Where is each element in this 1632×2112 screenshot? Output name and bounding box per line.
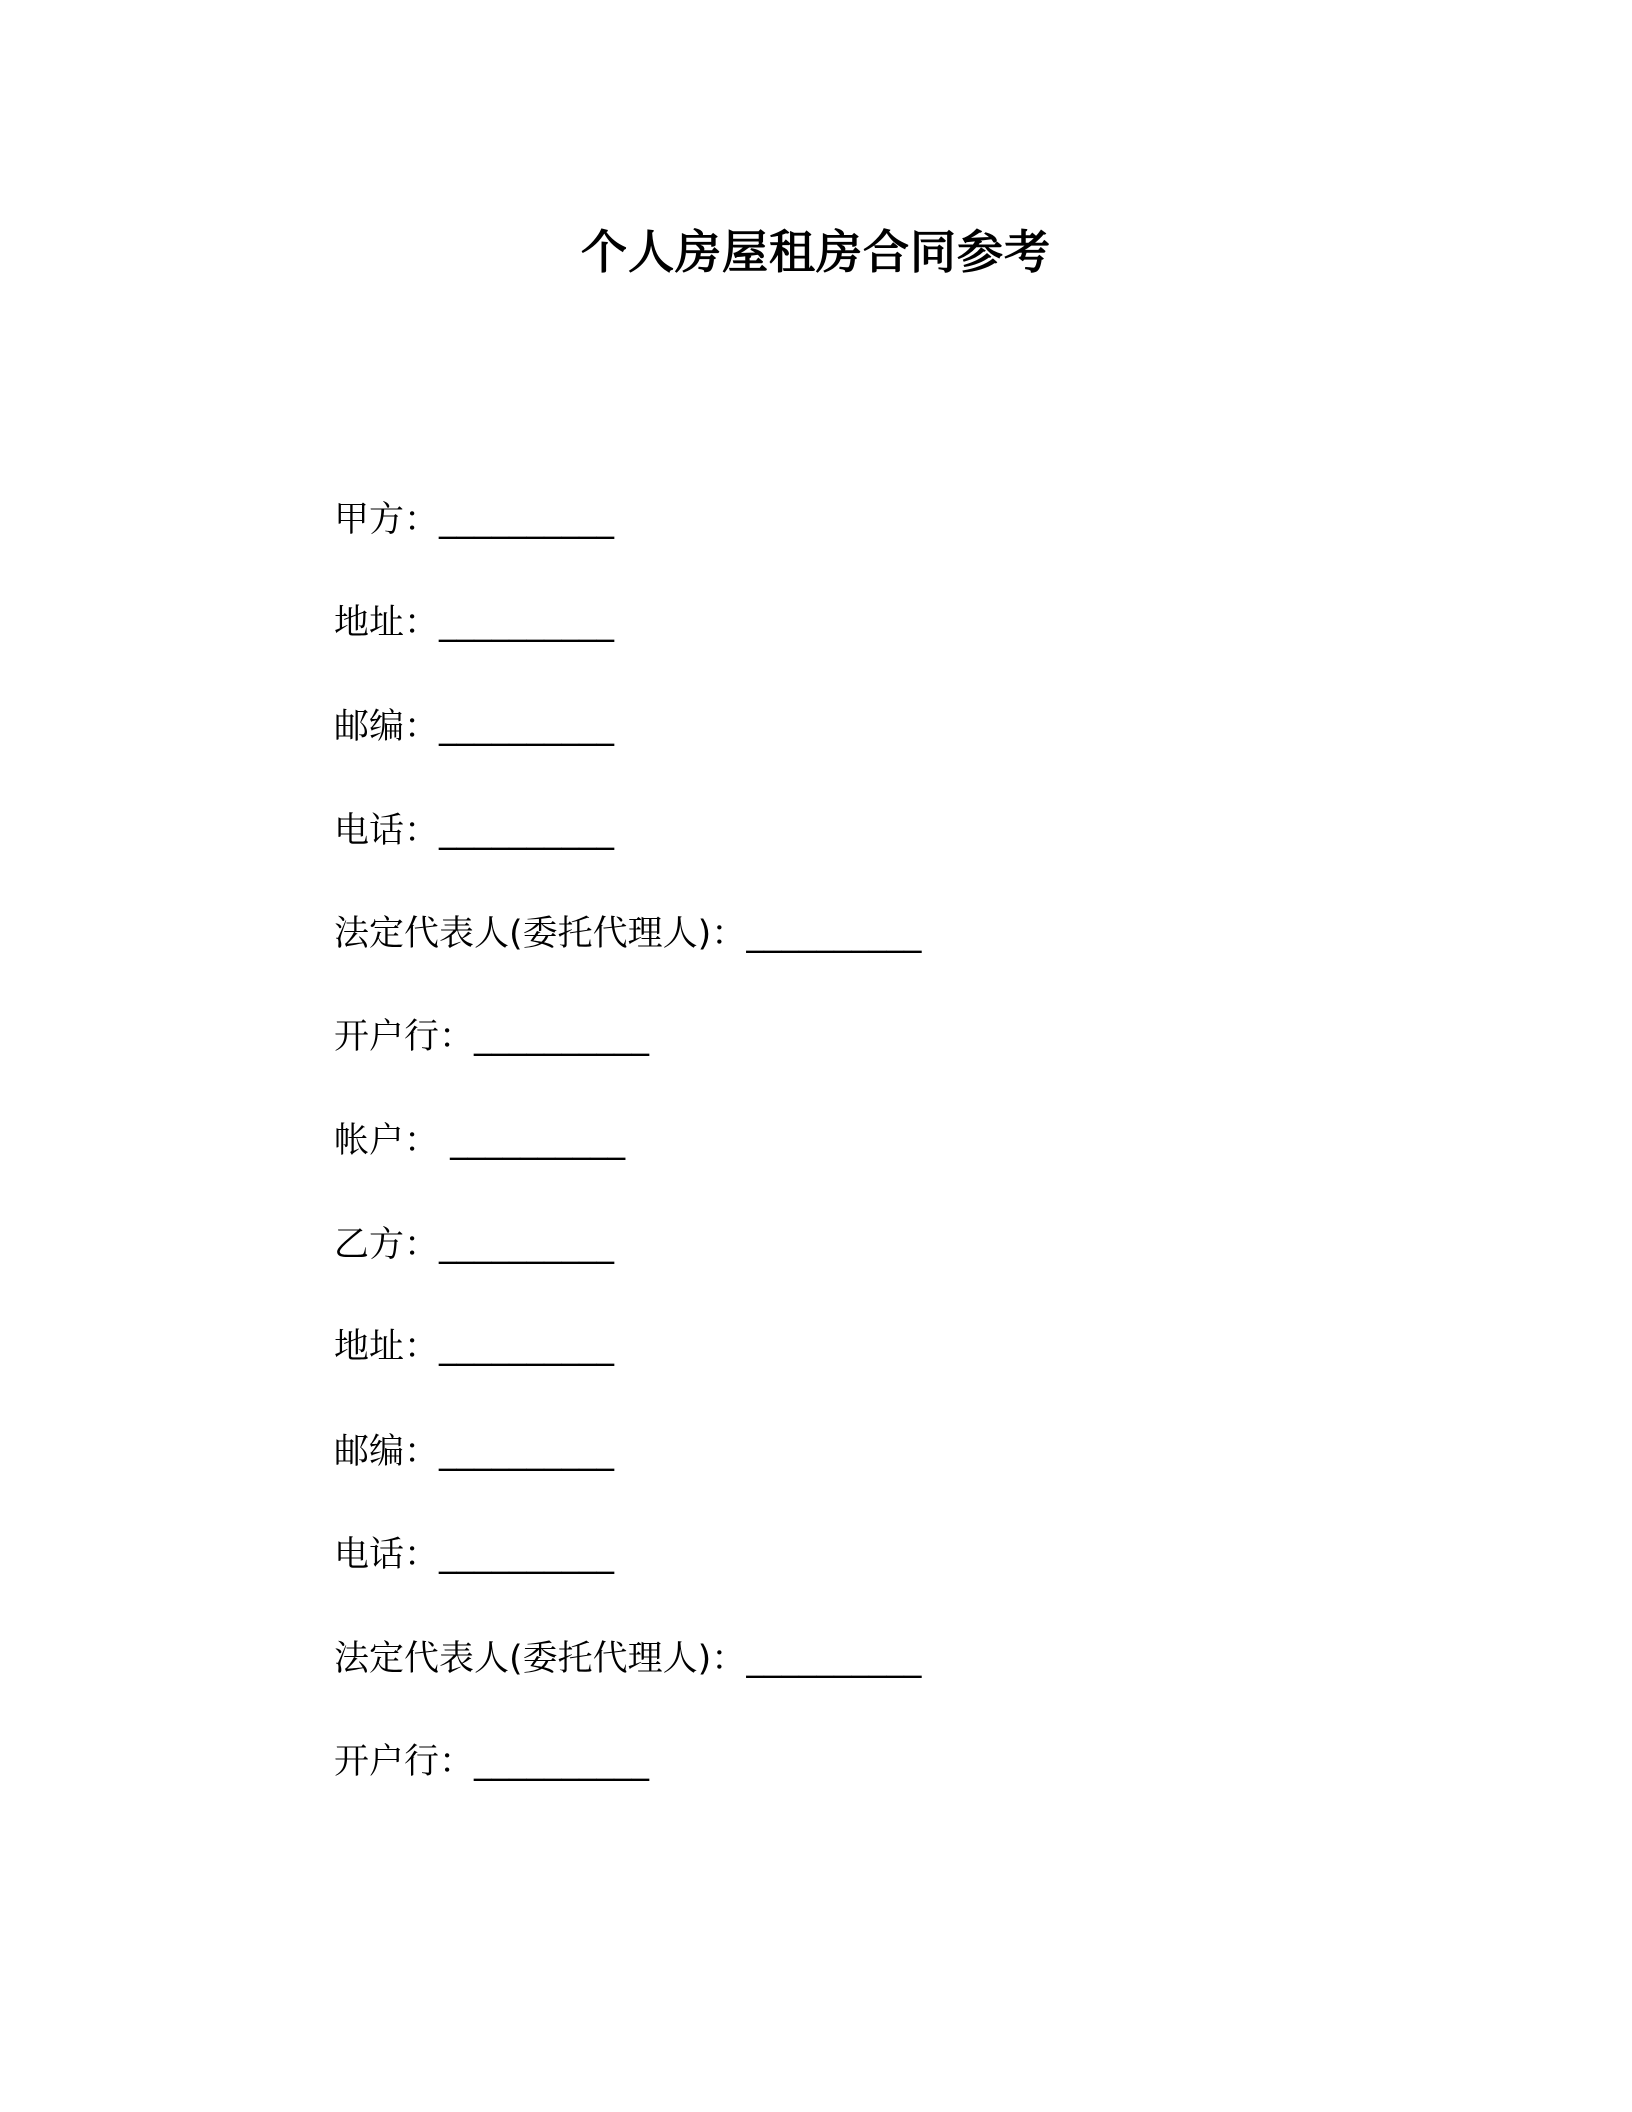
field-label: 甲方： (334, 500, 440, 540)
party-b-postcode-field (334, 1427, 614, 1477)
field-blank: __________ (439, 1327, 615, 1367)
field-blank: __________ (439, 603, 615, 643)
field-blank: __________ (439, 500, 615, 540)
field-blank: __________ (439, 1225, 615, 1265)
field-blank: __________ (746, 1639, 922, 1679)
party-a-name-field (334, 495, 614, 545)
party-b-representative-field (334, 1634, 921, 1684)
party-a-account-field (334, 1116, 625, 1166)
party-b-bank-field (334, 1737, 649, 1787)
field-label: 帐户： (334, 1121, 451, 1161)
field-label: 开户行： (334, 1742, 475, 1782)
party-a-phone-field (334, 806, 614, 856)
party-fields (334, 0, 1434, 2112)
field-blank: __________ (439, 811, 615, 851)
field-blank: __________ (439, 1535, 615, 1575)
field-label: 邮编： (334, 1432, 440, 1472)
field-label: 地址： (334, 603, 440, 643)
document-title: 个人房屋租房合同参考 (581, 225, 1051, 279)
field-blank: __________ (474, 1742, 650, 1782)
party-a-postcode-field (334, 702, 614, 752)
party-a-representative-field (334, 909, 921, 959)
field-label: 电话： (334, 811, 440, 851)
party-a-bank-field (334, 1012, 649, 1062)
field-label: 法定代表人(委托代理人)： (334, 914, 747, 954)
field-blank: __________ (746, 914, 922, 954)
party-b-name-field (334, 1220, 614, 1270)
field-label: 法定代表人(委托代理人)： (334, 1639, 747, 1679)
field-blank: __________ (474, 1017, 650, 1057)
field-blank: __________ (439, 707, 615, 747)
party-b-address-field (334, 1322, 614, 1372)
field-label: 开户行： (334, 1017, 475, 1057)
field-label: 邮编： (334, 707, 440, 747)
field-label: 乙方： (334, 1225, 440, 1265)
field-label: 电话： (334, 1535, 440, 1575)
field-blank: __________ (450, 1121, 626, 1161)
field-blank: __________ (439, 1432, 615, 1472)
field-label: 地址： (334, 1327, 440, 1367)
party-b-phone-field (334, 1530, 614, 1580)
party-a-address-field (334, 598, 614, 648)
